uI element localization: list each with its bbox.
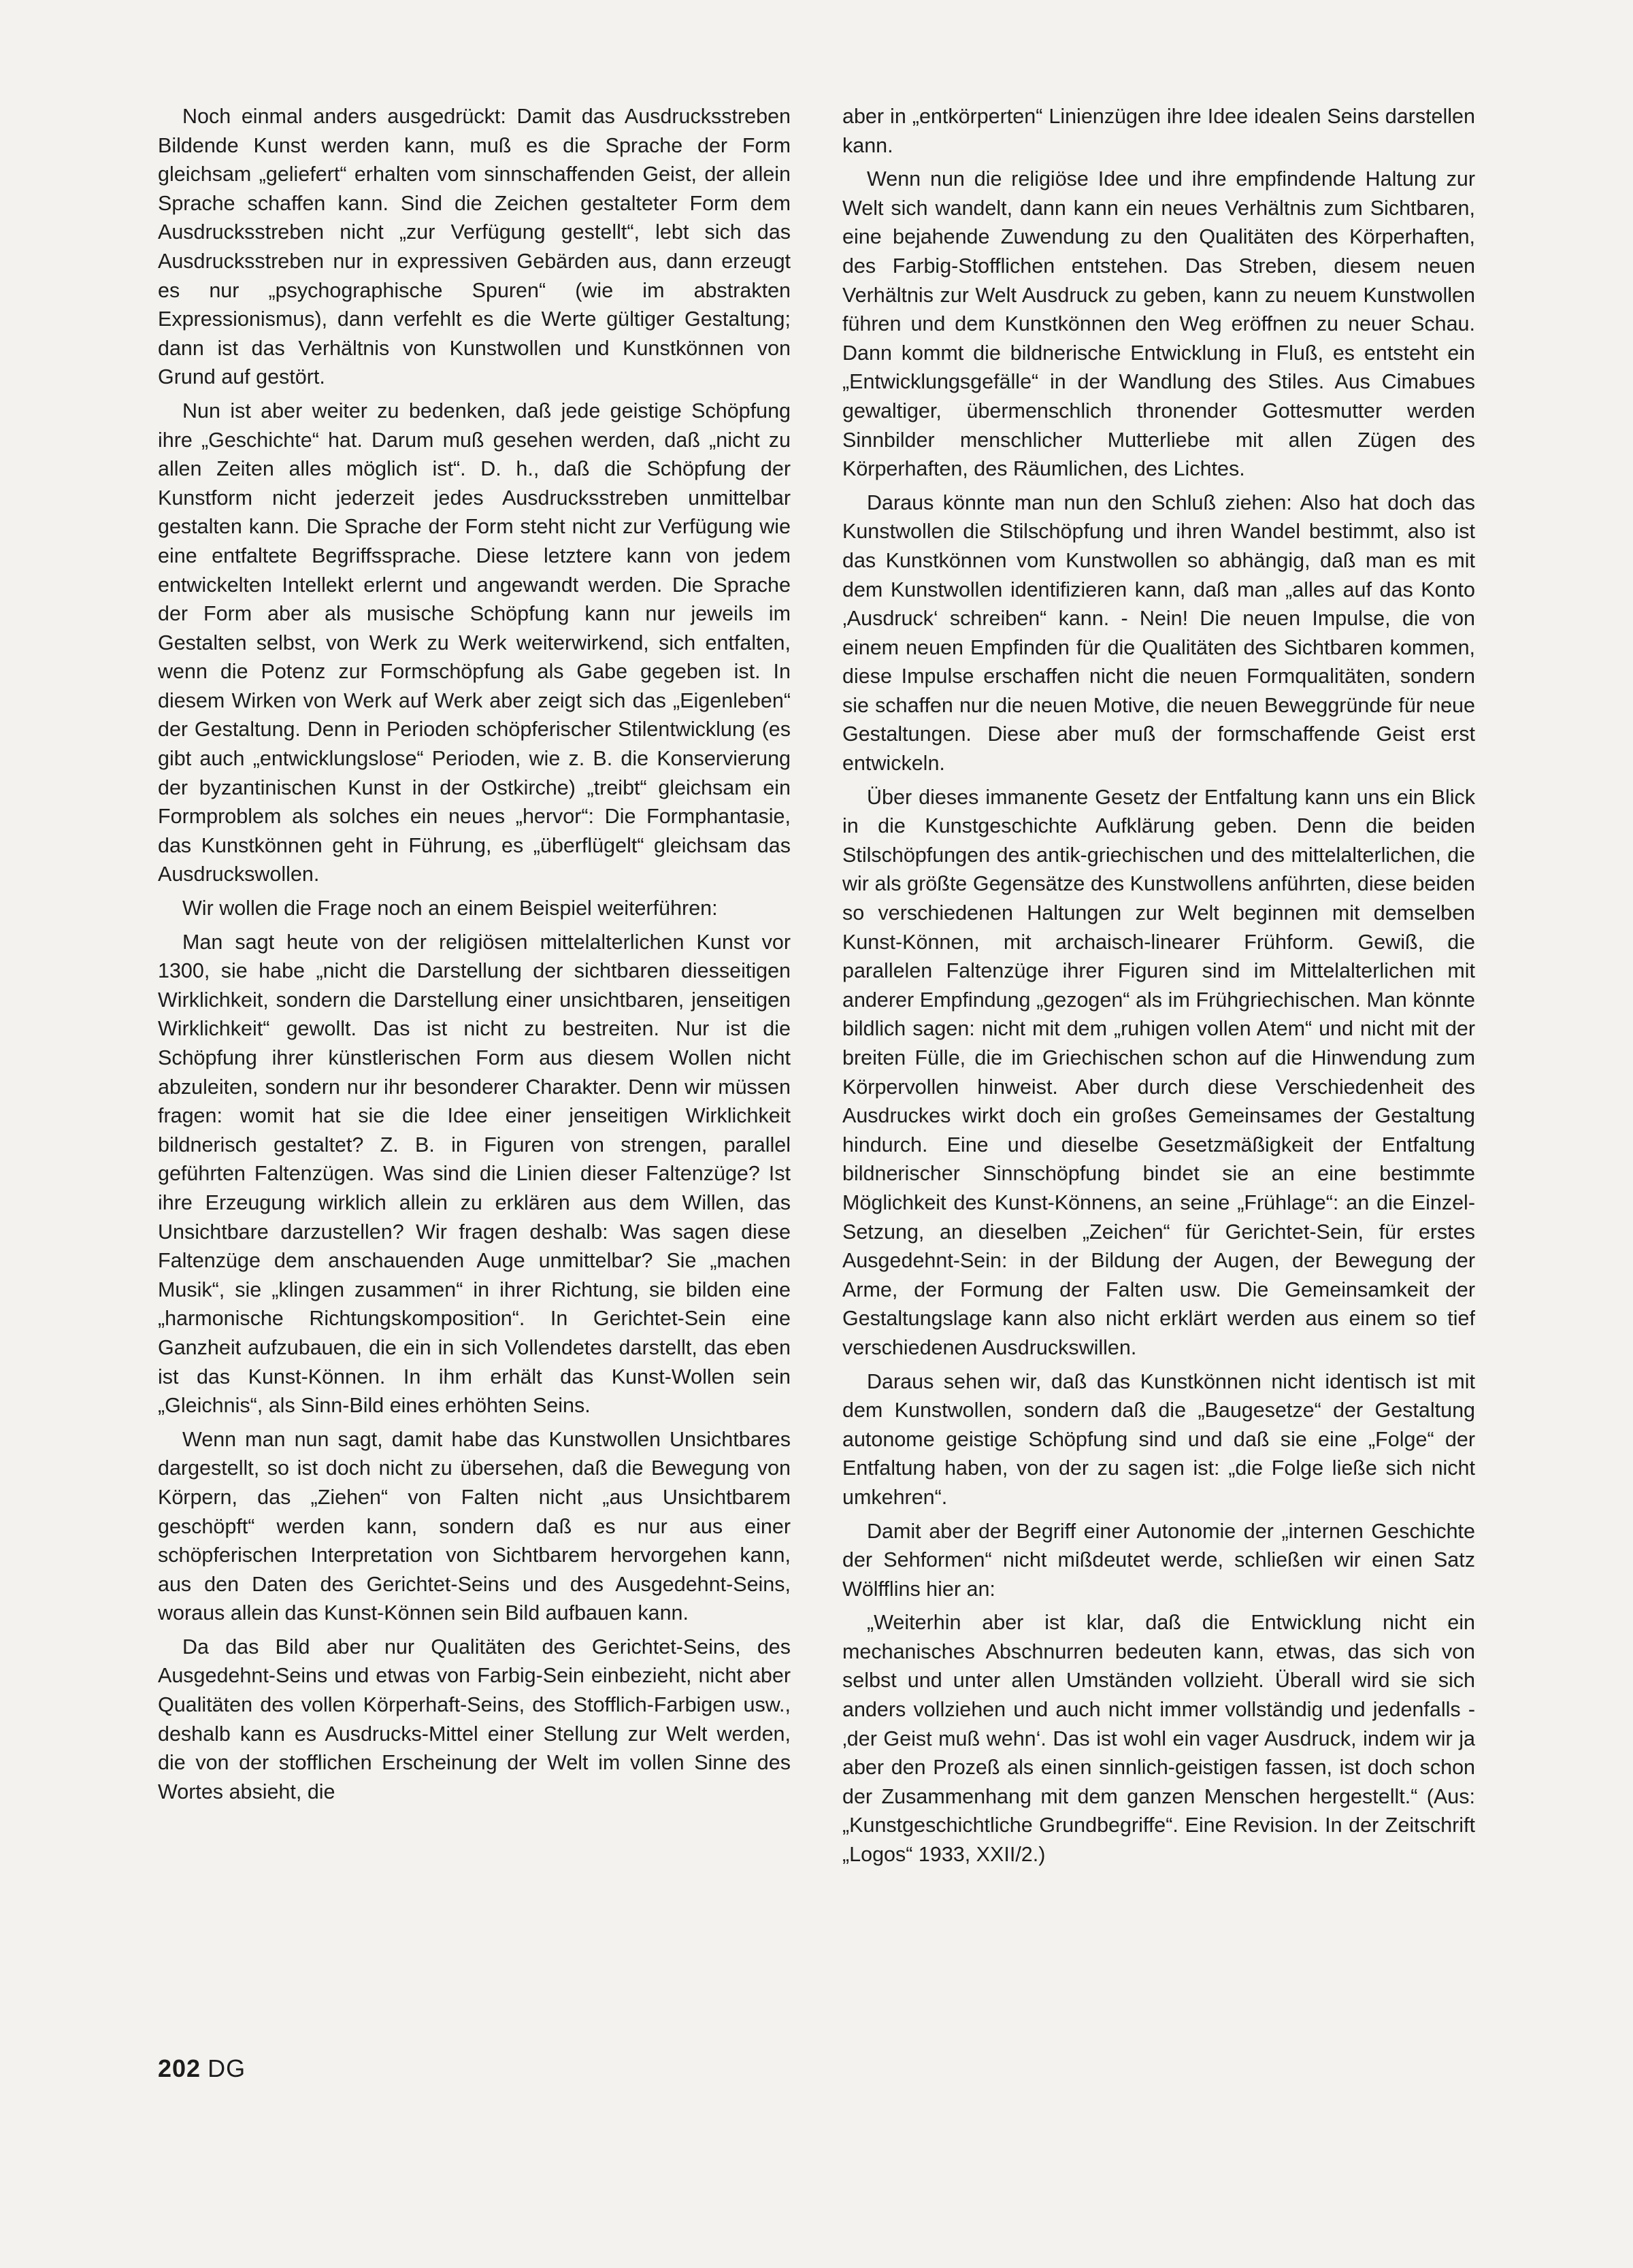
- section-label: DG: [208, 2054, 246, 2082]
- left-column-paragraph: Da das Bild aber nur Qualitäten des Gerichtet-Seins, des Ausgedehnt-Seins und etwas von Farbig-Sein einbezieht, nicht aber Qualitäten des vollen Körperhaft-Seins, des Stofflich-Farbigen usw., deshalb kann es Ausdrucks-Mittel einer Stellung zur Welt werden, die von der stofflichen Erscheinung der Welt im vollen Sinne des Wortes absieht, die: [158, 1635, 791, 1803]
- right-column-paragraph: Wenn nun die religiöse Idee und ihre empfindende Haltung zur Welt sich wandelt, dann kann ein neues Verhältnis zum Sichtbaren, eine bejahende Zuwendung zu den Qualitäten des Körperhaften, des Farbig-Stofflichen entstehen. Das Streben, diesem neuen Verhältnis zur Welt Ausdruck zu geben, kann zu neuem Kunstwollen führen und dem Kunstkönnen den Weg eröffnen zu neuer Schau. Dann kommt die bildnerische Entwicklung in Fluß, es entsteht ein „Entwicklungsgefälle“ in der Wandlung des Stiles. Aus Cimabues gewaltiger, übermenschlich thronender Gottesmutter werden Sinnbilder menschlicher Mutterliebe mit allen Zügen des Körperhaften, des Räumlichen, des Lichtes.: [842, 167, 1475, 481]
- left-column-paragraph: Wir wollen die Frage noch an einem Beispiel weiterführen:: [182, 897, 718, 920]
- right-column-paragraph: „Weiterhin aber ist klar, daß die Entwicklung nicht ein mechanisches Abschnurren bedeuten kann, etwas, das sich von selbst und unter allen Umständen vollzieht. Überall wird sie sich anders vollziehen und auch nicht immer vollständig und jedenfalls - ‚der Geist muß wehn‘. Das ist wohl ein vager Ausdruck, indem wir ja aber den Prozeß als einen sinnlich-geistigen fassen, ist doch schon der Zusammenhang mit dem ganzen Menschen hergestellt.“ (Aus: „Kunstgeschichtliche Grundbegriffe“. Eine Revision. In der Zeitschrift „Logos“ 1933, XXII/2.): [842, 1611, 1475, 1867]
- left-text-column: [158, 102, 791, 1811]
- right-column-paragraph: Damit aber der Begriff einer Autonomie der „internen Geschichte der Sehformen“ nicht mißdeutet werde, schließen wir einen Satz Wölfflins hier an:: [842, 1519, 1475, 1601]
- right-column-paragraph: Daraus sehen wir, daß das Kunstkönnen nicht identisch ist mit dem Kunstwollen, sondern daß die „Baugesetze“ der Gestaltung autonome geistige Schöpfung sind und daß sie eine „Folge“ der Entfaltung haben, von der zu sagen ist: „die Folge ließe sich nicht umkehren“.: [842, 1369, 1475, 1509]
- right-column-paragraph: Daraus könnte man nun den Schluß ziehen: Also hat doch das Kunstwollen die Stilschöpfung und ihren Wandel bestimmt, also ist das Kunstkönnen vom Kunstwollen so abhängig, daß man es mit dem Kunstwollen identifizieren kann, daß man „alles auf das Konto ‚Ausdruck‘ schreiben“ kann. - Nein! Die neuen Impulse, die von einem neuen Empfinden für die Qualitäten des Sichtbaren kommen, diese Impulse erschaffen nicht die neuen Formqualitäten, sondern sie schaffen nur die neuen Motive, die neuen Beweggründe für neue Gestaltungen. Diese aber muß der formschaffende Geist erst entwickeln.: [842, 490, 1475, 776]
- page-folio: [158, 2054, 246, 2083]
- left-column-paragraph: Wenn man nun sagt, damit habe das Kunstwollen Unsichtbares dargestellt, so ist doch nicht zu übersehen, daß die Bewegung von Körpern, das „Ziehen“ von Falten nicht „aus Unsichtbarem geschöpft“ werden kann, sondern daß es nur aus einer schöpferischen Interpretation von Sichtbarem hervorgehen kann, aus den Daten des Gerichtet-Seins und des Ausgedehnt-Seins, woraus allein das Kunst-Können sein Bild aufbauen kann.: [158, 1427, 791, 1625]
- left-column-paragraph: Man sagt heute von der religiösen mittelalterlichen Kunst vor 1300, sie habe „nicht die Darstellung der sichtbaren diesseitigen Wirklichkeit, sondern die Darstellung einer unsichtbaren, jenseitigen Wirklichkeit“ gewollt. Das ist nicht zu bestreiten. Nur ist die Schöpfung ihrer künstlerischen Form aus diesem Wollen nicht abzuleiten, sondern nur ihr besonderer Charakter. Denn wir müssen fragen: womit hat sie die Idee einer jenseitigen Wirklichkeit bildnerisch gestaltet? Z. B. in Figuren von strengen, parallel geführten Faltenzügen. Was sind die Linien dieser Faltenzüge? Ist ihre Erzeugung wirklich allein zu erklären aus dem Willen, das Unsichtbare darzustellen? Wir fragen deshalb: Was sagen diese Faltenzüge dem anschauenden Auge unmittelbar? Sie „machen Musik“, sie „klingen zusammen“ in ihrer Richtung, sie bilden eine „harmonische Richtungskomposition“. In Gerichtet-Sein eine Ganzheit aufzubauen, die ein in sich Vollendetes darstellt, das eben ist das Kunst-Können. In ihm erhält das Kunst-Wollen sein „Gleichnis“, als Sinn-Bild eines erhöhten Seins.: [158, 930, 791, 1418]
- right-column-paragraph: aber in „entkörperten“ Linienzügen ihre Idee idealen Seins darstellen kann.: [842, 105, 1475, 157]
- left-column-paragraph: Noch einmal anders ausgedrückt: Damit das Ausdrucksstreben Bildende Kunst werden kann, muß es die Sprache der Form gleichsam „geliefert“ erhalten vom sinnschaffenden Geist, der allein Sprache schaffen kann. Sind die Zeichen gestalteter Form dem Ausdrucksstreben nicht „zur Verfügung gestellt“, lebt sich das Ausdrucksstreben nur in expressiven Gebärden aus, dann erzeugt es nur „psychographische Spuren“ (wie im abstrakten Expressionismus), dann verfehlt es die Werte gültiger Gestaltung; dann ist das Verhältnis von Kunstwollen und Kunstkönnen von Grund auf gestört.: [158, 105, 791, 389]
- right-text-column: [842, 102, 1475, 1874]
- right-column-paragraph: Über dieses immanente Gesetz der Entfaltung kann uns ein Blick in die Kunstgeschichte Aufklärung geben. Denn die beiden Stilschöpfungen des antik-griechischen und des mittelalterlichen, die wir als größte Gegensätze des Kunstwollens anführten, diese beiden so verschiedenen Haltungen zur Welt beginnen mit demselben Kunst-Können, mit archaisch-linearer Frühform. Gewiß, die parallelen Faltenzüge ihrer Figuren sind im Mittelalterlichen mit anderer Empfindung „gezogen“ als im Frühgriechischen. Man könnte bildlich sagen: nicht mit dem „ruhigen vollen Atem“ und nicht mit der breiten Fülle, die im Griechischen schon auf die Hinwendung zum Körpervollen hinweist. Aber durch diese Verschiedenheit des Ausdruckes wirkt doch ein großes Gemeinsames der Gestaltung hindurch. Eine und dieselbe Gesetzmäßigkeit der Entfaltung bildnerischer Sinnschöpfung bindet sie an eine bestimmte Möglichkeit des Kunst-Könnens, an seine „Frühlage“: an die Einzel-Setzung, an dieselben „Zeichen“ für Gerichtet-Sein, für erstes Ausgedehnt-Sein: in der Bildung der Augen, der Bewegung der Arme, der Formung der Falten usw. Die Gemeinsamkeit der Gestaltungslage kann also nicht erklärt werden aus einem so tief verschiedenen Ausdruckswillen.: [842, 785, 1475, 1359]
- page-number: 202: [158, 2054, 201, 2082]
- left-column-paragraph: Nun ist aber weiter zu bedenken, daß jede geistige Schöpfung ihre „Geschichte“ hat. Darum muß gesehen werden, daß „nicht zu allen Zeiten alles möglich ist“. D. h., daß die Schöpfung der Kunstform nicht jederzeit jedes Ausdrucksstreben unmittelbar gestalten kann. Die Sprache der Form steht nicht zur Verfügung wie eine entfaltete Begriffssprache. Diese letztere kann von jedem entwickelten Intellekt erlernt und angewandt werden. Die Sprache der Form aber als musische Schöpfung kann nur jeweils im Gestalten selbst, von Werk zu Werk weiterwirkend, sich entfalten, wenn die Potenz zur Formschöpfung als Gabe gegeben ist. In diesem Wirken von Werk auf Werk aber zeigt sich das „Eigenleben“ der Gestaltung. Denn in Perioden schöpferischer Stilentwicklung (es gibt auch „entwicklungslose“ Perioden, wie z. B. die Konservierung der byzantinischen Kunst in der Ostkirche) „treibt“ gleichsam ein Formproblem als solches ein neues „hervor“: Die Formphantasie, das Kunstkönnen geht in Führung, es „überflügelt“ gleichsam das Ausdruckswollen.: [158, 399, 791, 886]
